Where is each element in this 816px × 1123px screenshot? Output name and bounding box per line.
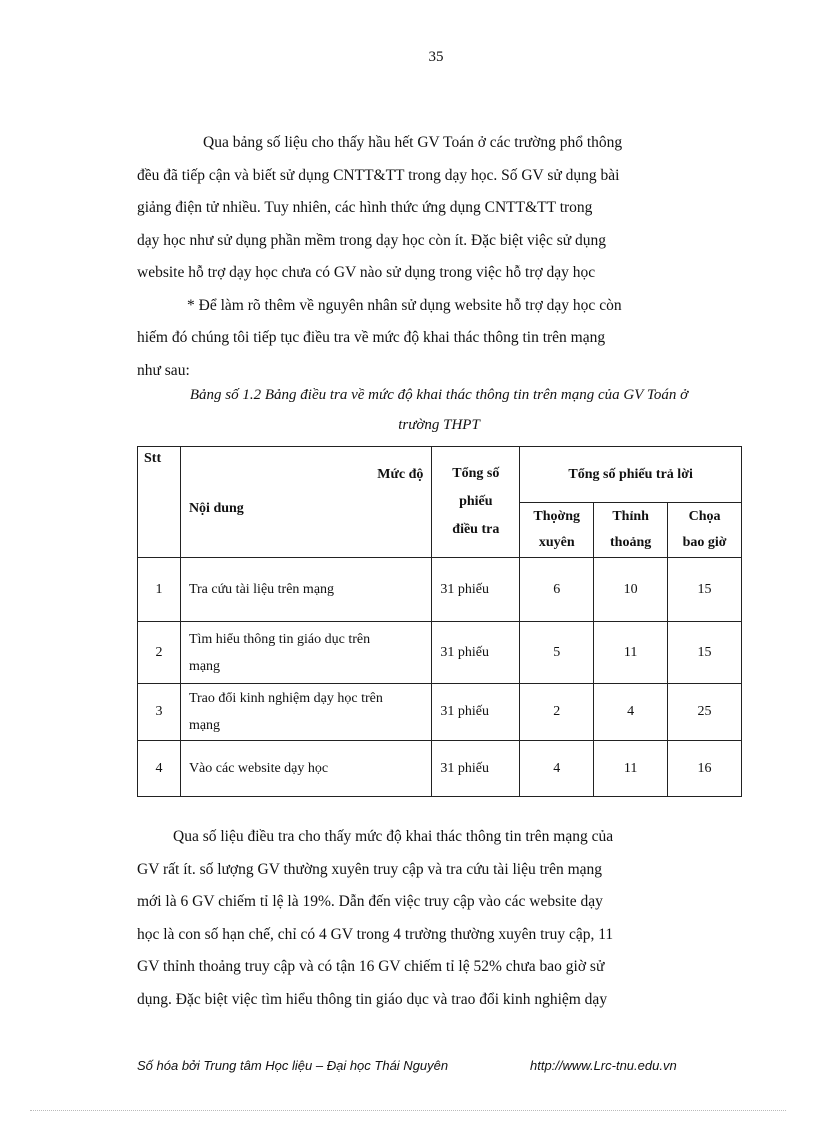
cell-content-line: Vào các website dạy học [188, 761, 329, 776]
text-line: hiếm đó chúng tôi tiếp tục điều tra về mức độ khai thác thông tin trên mạng [137, 329, 606, 346]
cell-often: 2 [520, 684, 594, 741]
paragraph-intro [137, 127, 697, 387]
header-level-label: Mức độ [377, 467, 424, 482]
text-line: mới là 6 GV chiếm tỉ lệ là 19%. Dẫn đến việc truy cập vào các website dạy [137, 893, 603, 910]
cell-stt: 1 [138, 558, 181, 622]
table-caption [137, 380, 741, 440]
cell-total: 31 phiếu [432, 558, 520, 622]
header-total-line: Tổng số [452, 466, 500, 481]
cell-never: 15 [668, 558, 742, 622]
cell-often: 4 [520, 741, 594, 797]
text-line: GV thỉnh thoảng truy cập và có tận 16 GV chiếm tỉ lệ 52% chưa bao giờ sử [137, 958, 605, 975]
cell-content-line: mạng [188, 658, 221, 674]
cell-never: 16 [668, 741, 742, 797]
caption-line-2: trường THPT [398, 417, 480, 433]
header-stt: Stt [138, 447, 181, 558]
header-often-line: xuyên [538, 535, 575, 550]
cell-content [180, 622, 431, 684]
cell-sometimes: 10 [594, 558, 668, 622]
cell-content-line: Tra cứu tài liệu trên mạng [188, 582, 335, 597]
cell-stt: 4 [138, 741, 181, 797]
paragraph-analysis [137, 821, 697, 1016]
text-line: GV rất ít. số lượng GV thường xuyên truy cập và tra cứu tài liệu trên mạng [137, 860, 603, 878]
cell-content-line: Trao đổi kinh nghiệm dạy học trên [188, 691, 383, 706]
text-line: giảng điện tử nhiều. Tuy nhiên, các hình thức ứng dụng CNTT&TT trong [137, 199, 593, 216]
table-row [138, 558, 742, 622]
cell-content-line: mạng [188, 718, 221, 733]
cell-often: 5 [520, 622, 594, 684]
survey-table [137, 446, 742, 797]
header-responses: Tổng số phiếu trả lời [520, 447, 742, 503]
cell-sometimes: 11 [594, 741, 668, 797]
header-sometimes-line: thoảng [610, 535, 652, 550]
table-row [138, 741, 742, 797]
header-sometimes [594, 503, 668, 558]
header-often-line: Thọờng [533, 509, 581, 524]
caption-line-1: Bảng số 1.2 Bảng điều tra về mức độ khai thác thông tin trên mạng của GV Toán ở [189, 387, 689, 403]
footer-url[interactable]: http://www.Lrc-tnu.edu.vn [530, 1058, 677, 1073]
cell-sometimes: 11 [594, 622, 668, 684]
header-total-line: phiếu [459, 494, 493, 509]
text-line: Qua số liệu điều tra cho thấy mức độ khai thác thông tin trên mạng của [173, 828, 614, 845]
header-content [180, 447, 431, 558]
cell-content [180, 558, 431, 622]
cell-total: 31 phiếu [432, 622, 520, 684]
table-row [138, 684, 742, 741]
cell-total: 31 phiếu [432, 684, 520, 741]
cell-often: 6 [520, 558, 594, 622]
text-line: Qua bảng số liệu cho thấy hầu hết GV Toán ở các trường phổ thông [203, 134, 623, 151]
cell-never: 15 [668, 622, 742, 684]
header-content-label: Nội dung [188, 501, 244, 516]
header-sometimes-line: Thỉnh [612, 509, 649, 524]
page-bottom-rule [30, 1110, 786, 1111]
text-line: như sau: [137, 361, 190, 379]
cell-stt: 2 [138, 622, 181, 684]
page-number: 35 [428, 49, 444, 65]
cell-total: 31 phiếu [432, 741, 520, 797]
cell-content [180, 684, 431, 741]
table-row [138, 622, 742, 684]
header-total [432, 447, 520, 558]
header-never-line: bao giờ [682, 535, 727, 550]
footer-source: Số hóa bởi Trung tâm Học liệu – Đại học Thái Nguyên [137, 1058, 449, 1073]
header-never [668, 503, 742, 558]
header-often [520, 503, 594, 558]
cell-content [180, 741, 431, 797]
cell-sometimes: 4 [594, 684, 668, 741]
text-line: dụng. Đặc biệt việc tìm hiểu thông tin giáo dục và trao đổi kinh nghiệm dạy [137, 990, 608, 1008]
header-never-line: Chọa [688, 509, 721, 524]
text-line: * Để làm rõ thêm về nguyên nhân sử dụng website hỗ trợ dạy học còn [187, 296, 622, 314]
text-line: dạy học như sử dụng phần mềm trong dạy học còn ít. Đặc biệt việc sử dụng [137, 231, 607, 249]
cell-content-line: Tìm hiểu thông tin giáo dục trên [188, 631, 371, 647]
text-line: website hỗ trợ dạy học chưa có GV nào sử dụng trong việc hỗ trợ dạy học [137, 264, 596, 281]
text-line: đều đã tiếp cận và biết sử dụng CNTT&TT trong dạy học. Số GV sử dụng bài [137, 166, 620, 184]
cell-never: 25 [668, 684, 742, 741]
text-line: học là con số hạn chế, chỉ có 4 GV trong 4 trường thường xuyên truy cập, 11 [137, 925, 614, 943]
header-total-line: điều tra [452, 522, 500, 537]
cell-stt: 3 [138, 684, 181, 741]
